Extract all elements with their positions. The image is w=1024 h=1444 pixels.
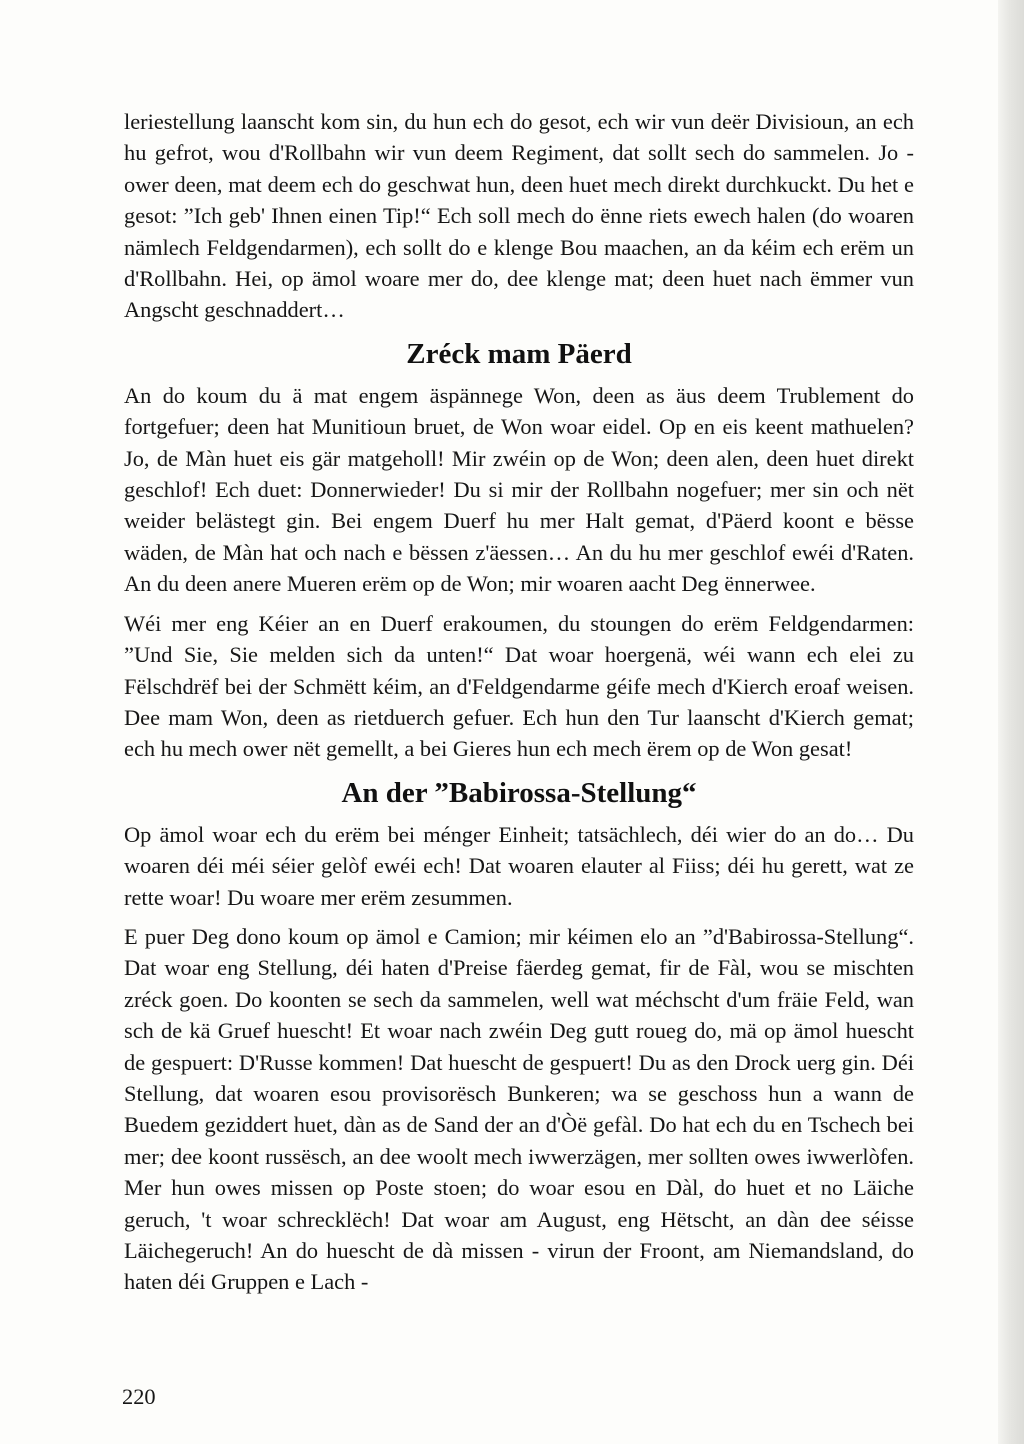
page-edge-shadow bbox=[998, 0, 1024, 1444]
section-heading-babirossa-stellung: An der ”Babirossa-Stellung“ bbox=[341, 776, 697, 809]
section-heading-zreck-mam-paerd: Zréck mam Päerd bbox=[406, 337, 632, 370]
paragraph-continuation: leriestellung laanscht kom sin, du hun ech do gesot, ech wir vun deër Divisioun, an ech hu gefrot, wou d'Rollbahn wir vun deem Regiment, dat sollt sech do sammelen. Jo - ower deen, mat deem ech do geschwat hun, deen huet mech direkt durchkuckt. Du het e gesot: ”Ich geb' Ihnen einen Tip!“ Ech soll mech do ënne riets ewech halen (do woaren nämlech Feldgendarmen), ech sollt do e klenge Bou maachen, an da kéim ech erëm un d'Rollbahn. Hei, op ämol woare mer do, dee klenge mat; deen huet nach ëmmer vun Angscht geschnaddert… bbox=[124, 109, 914, 323]
paragraph: E puer Deg dono koum op ämol e Camion; mir kéimen elo an ”d'Babirossa-Stellung“. Dat woar eng Stellung, déi haten d'Preise fäerdeg gemat, fir de Fàl, wou se mischten zréck goen. Do koonten se sech da sammelen, well wat méchscht d'um fräie Feld, wan sch de kä Gruef huescht! Et woar nach zwéin Deg gutt roueg do, mä op ämol huescht de gespuert: D'Russe kommen! Dat huescht de gespuert! Du as den Drock uerg gin. Déi Stellung, dat woaren esou provisorësch Bunkeren; wa se geschoss hun a wann de Buedem geziddert huet, dàn as de Sand der an d'Òë gefàl. Do hat ech du en Tschech bei mer; dee koont russësch, an dee woolt mech iwwerzägen, mer sollten owes iwwerlòfen. Mer hun owes missen op Poste stoen; do woar esou en Dàl, do huet et no Läiche geruch, 't woar schrecklëch! Dat woar am August, eng Hëtscht, an dàn dee séisse Läichegeruch! An do huescht de dà missen - virun der Froont, am Niemandsland, do haten déi Gruppen e Lach - bbox=[124, 923, 914, 1295]
paragraph: Op ämol woar ech du erëm bei ménger Einheit; tatsächlech, déi wier do an do… Du woaren déi méi séier gelòf ewéi ech! Dat woaren elauter al Fiiss; déi hu gerett, wat ze rette woar! Du woare mer erëm zesummen. bbox=[124, 821, 914, 910]
paragraph: Wéi mer eng Kéier an en Duerf erakoumen, du stoungen do erëm Feldgendarmen: ”Und Sie, Sie melden sich da unten!“ Dat woar hoergenä, wéi wann ech elei zu Fëlschdrëf bei der Schmëtt kéim, an d'Feldgendarme géife mech d'Kierch eroaf weisen. Dee mam Won, deen as rietduerch gefuer. Ech hun den Tur laanscht d'Kierch gemat; ech hu mech ower nët gemellt, a bei Gieres hun ech mech ërem op de Won gesat! bbox=[124, 610, 914, 762]
page-body bbox=[124, 106, 914, 1298]
paragraph: An do koum du ä mat engem äspännege Won, deen as äus deem Trublement do fortgefuer; deen hat Munitioun bruet, de Won woar eidel. Op en eis keent mathuelen? Jo, de Màn huet eis gär matgeholl! Mir zwéin op de Won; deen alen, deen huet direkt geschlof! Ech duet: Donnerwieder! Du si mir der Rollbahn nogefuer; mer sin och nët weider belästegt gin. Bei engem Duerf hu mer Halt gemat, d'Päerd koont e bësse wäden, de Màn hat och nach e bëssen z'äessen… An du hu mer geschlof ewéi d'Raten. An du deen anere Mueren erëm op de Won; mir woaren aacht Deg ënnerwee. bbox=[124, 382, 914, 597]
page-number: 220 bbox=[122, 1384, 156, 1409]
